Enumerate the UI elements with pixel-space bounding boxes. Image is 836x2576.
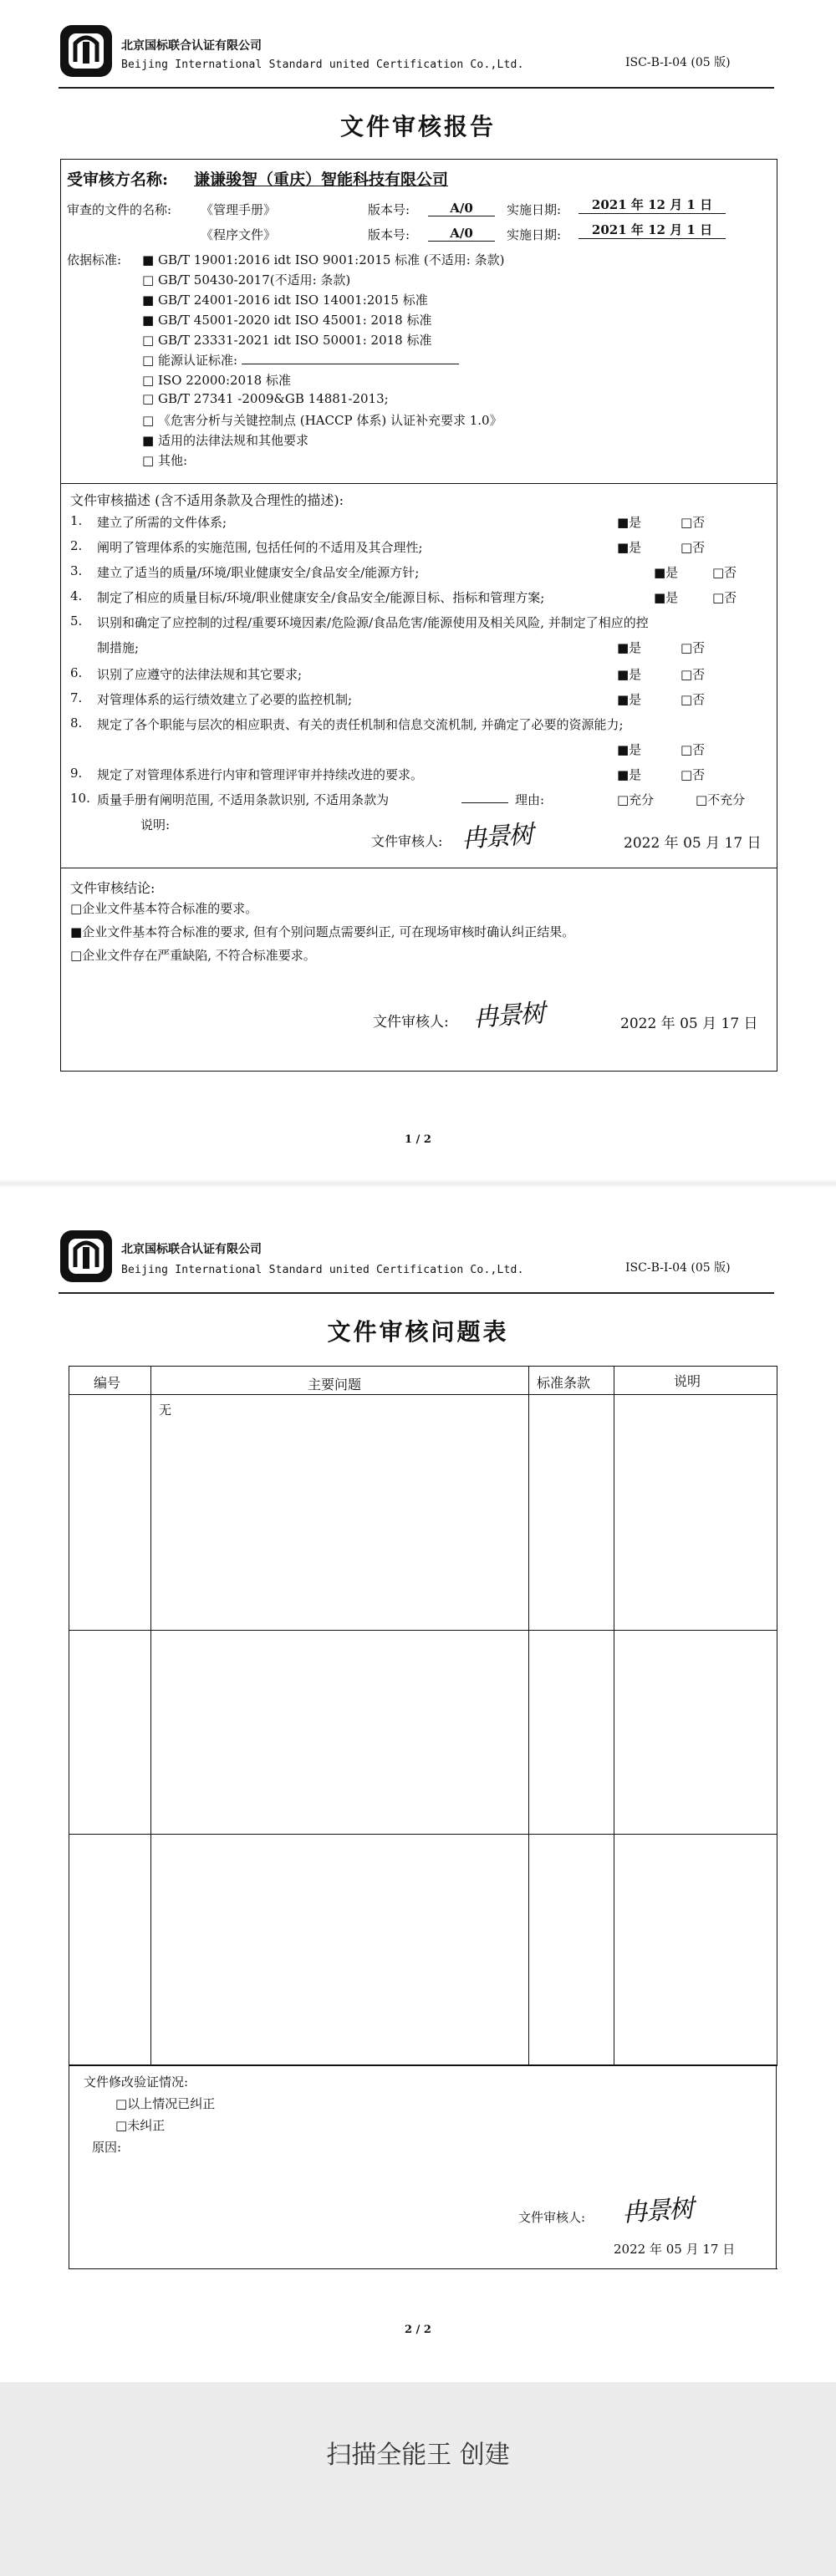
verify-title: 文件修改验证情况: <box>84 2075 189 2090</box>
audit-item-number: 3. <box>70 563 83 578</box>
desc-title: 文件审核描述 (含不适用条款及合理性的描述): <box>70 492 344 508</box>
auditor-label: 文件审核人: <box>373 1014 449 1031</box>
form-code: ISC-B-I-04 (05 版) <box>625 56 731 69</box>
audit-item-number: 1. <box>70 513 83 528</box>
reason-label: 原因: <box>92 2140 122 2155</box>
standard-item: □ ISO 22000:2018 标准 <box>142 373 291 388</box>
page-number: 2 / 2 <box>405 2324 431 2336</box>
table-row-divider <box>69 1630 777 1631</box>
audit-item-text: 规定了对管理体系进行内审和管理评审并持续改进的要求。 <box>97 767 424 782</box>
form-code: ISC-B-I-04 (05 版) <box>625 1261 731 1275</box>
proc-date-label: 实施日期: <box>507 227 562 242</box>
verify-box-right <box>776 2064 777 2268</box>
proc-name: 《程序文件》 <box>201 227 277 242</box>
audit-item-number: 2. <box>70 538 83 553</box>
client-name: 谦谦骏智（重庆）智能科技有限公司 <box>194 171 449 189</box>
standard-item: □ 《危害分析与关键控制点 (HACCP 体系) 认证补充要求 1.0》 <box>142 413 502 428</box>
manual-date: 2021 年 12 月 1 日 <box>579 196 726 214</box>
org-name-en: Beijing International Standard united Certification Co.,Ltd. <box>121 59 524 71</box>
auditor-signature: 冉景树 <box>621 2194 694 2228</box>
page-title: 文件审核报告 <box>339 113 496 140</box>
audit-item-no: □否 <box>681 692 706 707</box>
audit-item-insufficient: □不充分 <box>696 792 746 807</box>
audit-item-text: 建立了适当的质量/环境/职业健康安全/食品安全/能源方针; <box>97 565 420 580</box>
audit-item-text: 阐明了管理体系的实施范围, 包括任何的不适用及其合理性; <box>97 540 423 555</box>
company-logo <box>59 1229 114 1284</box>
table-row-divider <box>69 2064 777 2065</box>
page-number: 1 / 2 <box>405 1133 431 1146</box>
manual-date-label: 实施日期: <box>507 202 562 217</box>
audit-item-no: □否 <box>712 565 737 580</box>
audit-item-yes: ■是 <box>617 667 642 682</box>
col-header-number: 编号 <box>94 1375 121 1391</box>
page-2 <box>0 1187 836 2382</box>
table-row-divider <box>69 1834 777 1835</box>
verify-box-bottom <box>69 2268 777 2269</box>
org-name-cn: 北京国标联合认证有限公司 <box>121 1243 262 1256</box>
standard-item: ■ 适用的法律法规和其他要求 <box>142 433 308 448</box>
client-label: 受审核方名称: <box>67 171 169 189</box>
col-header-clause: 标准条款 <box>537 1375 591 1391</box>
verify-option: □以上情况已纠正 <box>115 2096 216 2111</box>
audit-item-no: □否 <box>681 640 706 655</box>
audit-item-number: 6. <box>70 665 83 680</box>
audit-item-text: 建立了所需的文件体系; <box>97 515 227 530</box>
audit-item-yes: ■是 <box>617 640 642 655</box>
standard-item: ■ GB/T 45001-2020 idt ISO 45001: 2018 标准 <box>142 313 432 328</box>
audit-item-number: 4. <box>70 588 83 603</box>
table-col-divider <box>150 1366 151 2064</box>
auditor-label: 文件审核人: <box>371 833 443 849</box>
audit-item-yes: ■是 <box>617 742 642 757</box>
audit-item-yes: ■是 <box>617 692 642 707</box>
audit-item-number: 9. <box>70 766 83 781</box>
header-divider <box>59 87 774 89</box>
item10-fill-line <box>461 802 508 803</box>
section-divider <box>60 483 777 484</box>
table-header-divider <box>69 1394 777 1395</box>
org-name-cn: 北京国标联合认证有限公司 <box>121 39 262 53</box>
explain-label: 说明: <box>140 817 171 832</box>
audit-date: 2022 年 05 月 17 日 <box>620 1016 758 1032</box>
conclusion-title: 文件审核结论: <box>70 880 155 896</box>
header-divider <box>59 1292 774 1294</box>
audit-item-text: 对管理体系的运行绩效建立了必要的监控机制; <box>97 692 353 707</box>
page-title: 文件审核问题表 <box>327 1318 509 1346</box>
audit-item-sufficient: □充分 <box>617 792 655 807</box>
audit-item-no: □否 <box>681 515 706 530</box>
col-header-remark: 说明 <box>674 1373 701 1389</box>
audit-item-number: 5. <box>70 613 83 629</box>
auditor-signature: 冉景树 <box>472 999 545 1033</box>
item10-reason-label: 理由: <box>515 792 545 807</box>
conclusion-option: □企业文件基本符合标准的要求。 <box>70 901 258 916</box>
audit-item-text: 识别了应遵守的法律法规和其它要求; <box>97 667 303 682</box>
conclusion-option: ■企业文件基本符合标准的要求, 但有个别问题点需要纠正, 可在现场审核时确认纠正结果。 <box>70 924 575 939</box>
audit-item-yes: ■是 <box>654 565 679 580</box>
standard-item: ■ GB/T 24001-2016 idt ISO 14001:2015 标准 <box>142 293 428 308</box>
manual-name: 《管理手册》 <box>201 202 277 217</box>
conclusion-option: □企业文件存在严重缺陷, 不符合标准要求。 <box>70 948 316 963</box>
scanner-footer <box>0 2382 836 2576</box>
auditor-label: 文件审核人: <box>518 2210 586 2225</box>
proc-date: 2021 年 12 月 1 日 <box>579 221 726 239</box>
audit-item-yes: ■是 <box>617 767 642 782</box>
audit-item-yes: ■是 <box>654 590 679 605</box>
standard-item: □ 其他: <box>142 453 188 468</box>
standard-item: □ GB/T 23331-2021 idt ISO 50001: 2018 标准 <box>142 333 432 348</box>
auditor-signature: 冉景树 <box>461 820 533 854</box>
audit-item-yes: ■是 <box>617 540 642 555</box>
audit-item-number: 7. <box>70 690 83 705</box>
audit-item-yes: ■是 <box>617 515 642 530</box>
audit-item-text: 规定了各个职能与层次的相应职责、有关的责任机制和信息交流机制, 并确定了必要的资源能力; <box>97 717 624 732</box>
standards-label: 依据标准: <box>67 252 122 267</box>
audit-item-no: □否 <box>681 767 706 782</box>
verify-date: 2022 年 05 月 17 日 <box>614 2242 736 2257</box>
standard-item: □ GB/T 50430-2017(不适用: 条款) <box>142 272 351 288</box>
standard-item: □ 能源认证标准: <box>142 351 459 369</box>
audit-item-text-cont: 制措施; <box>97 640 140 655</box>
issue-table <box>69 1366 777 2066</box>
audit-item-no: □否 <box>712 590 737 605</box>
col-header-issue: 主要问题 <box>308 1377 362 1392</box>
audit-item-number: 10. <box>70 791 90 806</box>
audit-item-no: □否 <box>681 540 706 555</box>
audit-item-no: □否 <box>681 742 706 757</box>
audit-item-number: 8. <box>70 715 83 731</box>
audit-item-text: 质量手册有阐明范围, 不适用条款识别, 不适用条款为 <box>97 792 390 807</box>
audit-item-text: 制定了相应的质量目标/环境/职业健康安全/食品安全/能源目标、指标和管理方案; <box>97 590 545 605</box>
scanner-footer-text: 扫描全能王 创建 <box>326 2441 510 2470</box>
page-1 <box>0 0 836 1187</box>
manual-version-label: 版本号: <box>368 202 410 217</box>
table-col-divider <box>528 1366 529 2064</box>
verify-option: □未纠正 <box>115 2118 166 2133</box>
manual-version: A/0 <box>428 201 495 216</box>
proc-version: A/0 <box>428 226 495 242</box>
standard-item: □ GB/T 27341 -2009&GB 14881-2013; <box>142 391 389 406</box>
audit-item-text: 识别和确定了应控制的过程/重要环境因素/危险源/食品危害/能源使用及相关风险, 并制定了相应的控 <box>97 615 649 630</box>
audit-date: 2022 年 05 月 17 日 <box>624 835 762 852</box>
audit-item-no: □否 <box>681 667 706 682</box>
issue-cell: 无 <box>159 1403 172 1418</box>
proc-version-label: 版本号: <box>368 227 410 242</box>
docs-label: 审查的文件的名称: <box>67 202 172 217</box>
company-logo <box>59 23 114 79</box>
org-name-en: Beijing International Standard united Certification Co.,Ltd. <box>121 1264 524 1276</box>
standard-item: ■ GB/T 19001:2016 idt ISO 9001:2015 标准 (不适用: 条款) <box>142 252 505 267</box>
